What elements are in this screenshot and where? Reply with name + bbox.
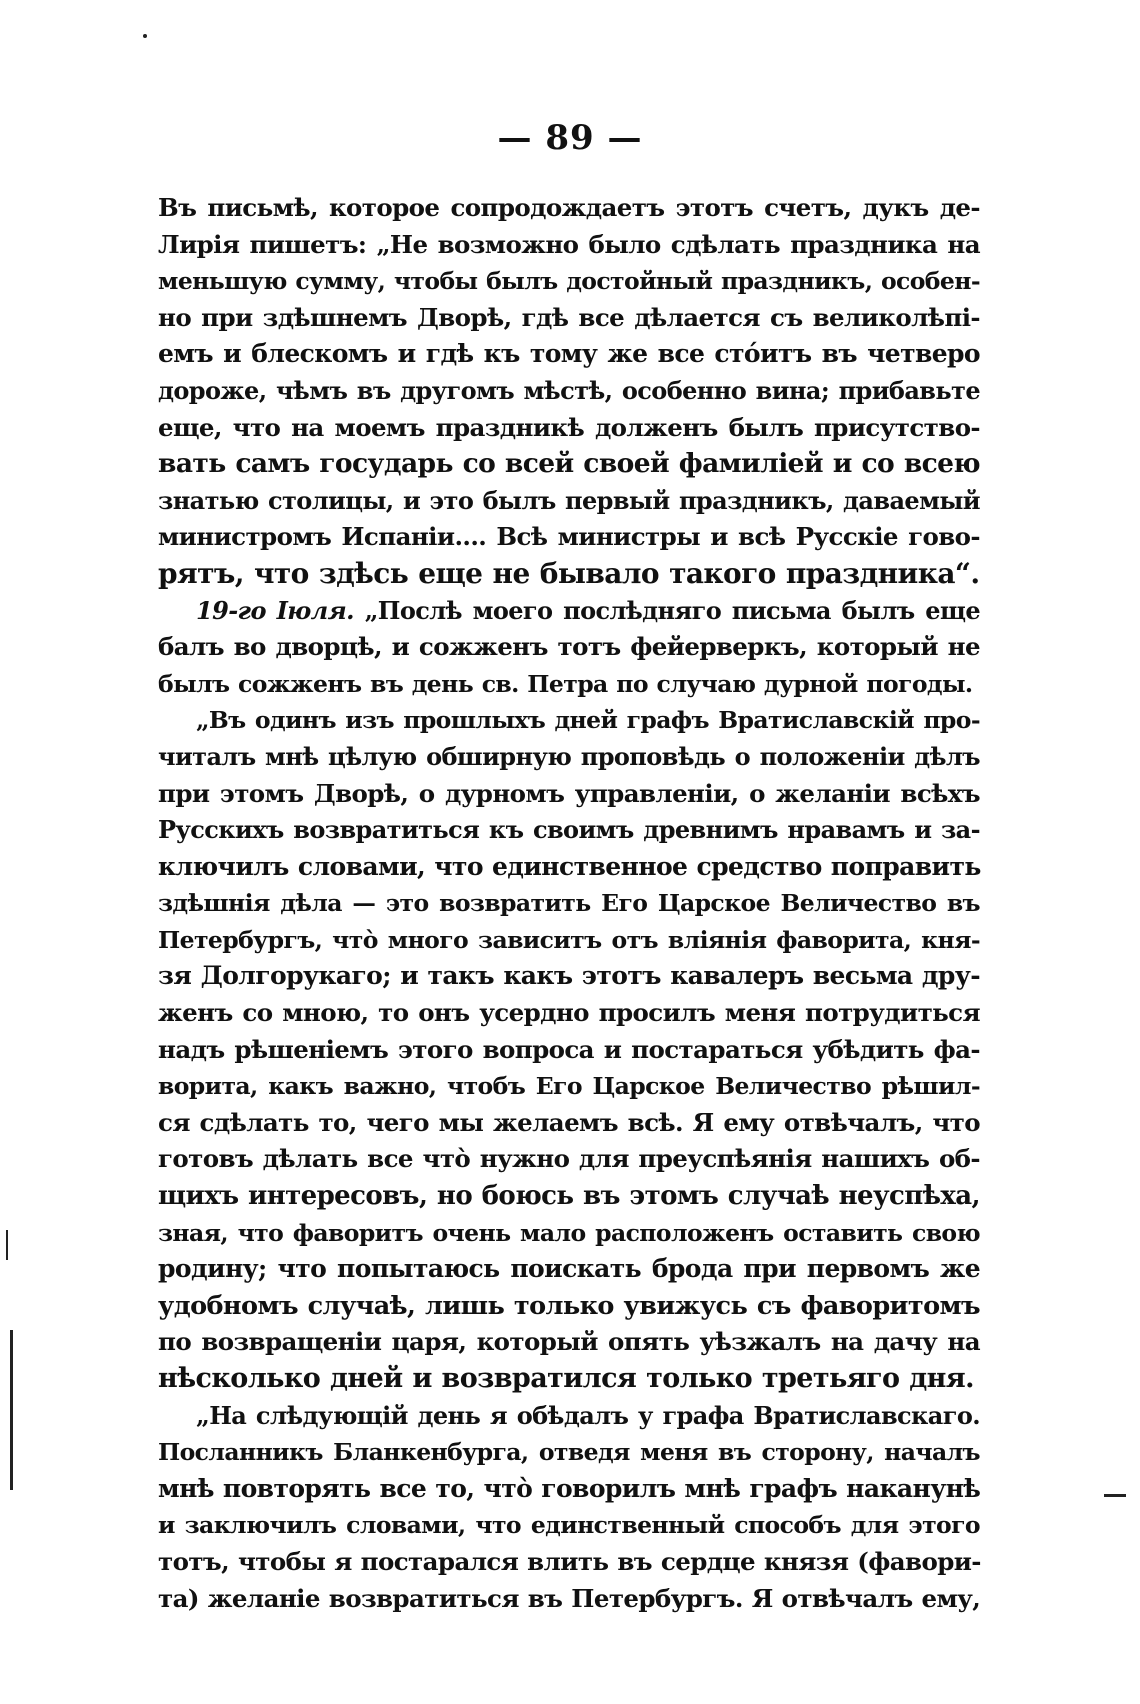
text-line: рятъ, что здѣсь еще не бывало такого праздника“. xyxy=(158,556,980,590)
text-line: мнѣ повторять все то, что̀ говорилъ мнѣ графъ наканунѣ xyxy=(158,1473,981,1503)
text-line: еще, что на моемъ праздникѣ долженъ былъ присутство- xyxy=(158,412,980,442)
text-line: вать самъ государь со всей своей фамиліей и со всею xyxy=(158,448,980,480)
paragraph xyxy=(158,190,980,593)
text-line: тотъ, чтобы я постарался влить въ сердце князя (фавори- xyxy=(158,1546,981,1576)
scan-mark xyxy=(143,34,147,38)
text-line: емъ и блескомъ и гдѣ къ тому же все стóитъ въ четверо xyxy=(158,339,980,369)
text-line: но при здѣшнемъ Дворѣ, гдѣ все дѣлается съ великолѣпі- xyxy=(158,302,980,332)
text-line: надъ рѣшеніемъ этого вопроса и постараться убѣдить фа- xyxy=(158,1034,980,1064)
text-line: щихъ интересовъ, но боюсь въ этомъ случаѣ неуспѣха, xyxy=(158,1181,980,1212)
text-line: зная, что фаворитъ очень мало расположенъ оставить свою xyxy=(158,1218,980,1247)
text-line: ключилъ словами, что единственное средство поправить xyxy=(158,851,981,881)
text-line: читалъ мнѣ цѣлую обширную проповѣдь о положеніи дѣлъ xyxy=(158,741,980,771)
text-line: родину; что попытаюсь поискать брода при первомъ же xyxy=(158,1254,980,1284)
text-line: министромъ Испаніи.... Всѣ министры и всѣ Русскіе гово- xyxy=(158,522,980,552)
text-line: Посланникъ Бланкенбурга, отведя меня въ сторону, началъ xyxy=(158,1438,980,1467)
text-line: женъ со мною, то онъ усердно просилъ меня потрудиться xyxy=(158,998,980,1028)
text-line: зя Долгорукаго; и такъ какъ этотъ кавалеръ весьма дру- xyxy=(158,961,980,991)
text-line: удобномъ случаѣ, лишь только увижусь съ фаворитомъ xyxy=(158,1290,980,1321)
text-line: знатью столицы, и это былъ первый праздникъ, даваемый xyxy=(158,485,980,515)
text-line: Въ письмѣ, которое сопродождаетъ этотъ счетъ, дукъ де- xyxy=(158,193,980,222)
text-line: та) желаніе возвратиться въ Петербургъ. Я отвѣчалъ ему, xyxy=(158,1583,981,1613)
text-line: балъ во дворцѣ, и сожженъ тотъ фейерверкъ, который не xyxy=(158,632,980,662)
text-line: дороже, чѣмъ въ другомъ мѣстѣ, особенно вина; прибавьте xyxy=(158,375,980,405)
text-line: по возвращеніи царя, который опять уѣзжалъ на дачу на xyxy=(158,1327,980,1357)
text-line: Русскихъ возвратиться къ своимъ древнимъ нравамъ и за- xyxy=(158,815,980,845)
text-line: ворита, какъ важно, чтобъ Его Царское Величество рѣшил- xyxy=(158,1072,980,1101)
date-label: 19-го Іюля. xyxy=(196,595,354,625)
page-number: — 89 — xyxy=(497,118,643,158)
paragraph xyxy=(158,702,980,1397)
text-line: Петербургъ, что̀ много зависитъ отъ вліянія фаворита, кня- xyxy=(158,925,980,954)
scan-mark xyxy=(10,1330,13,1490)
text-line: нѣсколько дней и возвратился только третьяго дня. xyxy=(158,1363,974,1394)
scan-mark xyxy=(6,1230,8,1260)
text-line: при этомъ Дворѣ, о дурномъ управленіи, о желаніи всѣхъ xyxy=(158,778,980,808)
text-line: здѣшнія дѣла — это возвратить Его Царское Величество въ xyxy=(158,889,980,918)
text-line: и заключилъ словами, что единственный способъ для этого xyxy=(158,1511,980,1540)
text-span: „Послѣ моего послѣдняго письма былъ еще xyxy=(364,595,980,625)
text-line: ся сдѣлать то, чего мы желаемъ всѣ. Я ему отвѣчалъ, что xyxy=(158,1107,980,1137)
body-text xyxy=(158,190,980,1617)
text-line: меньшую сумму, чтобы былъ достойный праздникъ, особен- xyxy=(158,267,980,296)
text-line: „Въ одинъ изъ прошлыхъ дней графъ Вратиславскій про- xyxy=(196,706,980,735)
text-line: Лирія пишетъ: „Не возможно было сдѣлать праздника на xyxy=(158,229,980,259)
text-line: былъ сожженъ въ день св. Петра по случаю дурной погоды. xyxy=(158,669,973,698)
paragraph xyxy=(158,1398,980,1618)
text-line: готовъ дѣлать все что̀ нужно для преуспѣянія нашихъ об- xyxy=(158,1144,980,1174)
scan-mark xyxy=(1104,1494,1126,1497)
text-line: „На слѣдующій день я обѣдалъ у графа Вратиславскаго. xyxy=(196,1400,980,1430)
paragraph xyxy=(158,593,980,703)
text-line xyxy=(158,593,980,630)
